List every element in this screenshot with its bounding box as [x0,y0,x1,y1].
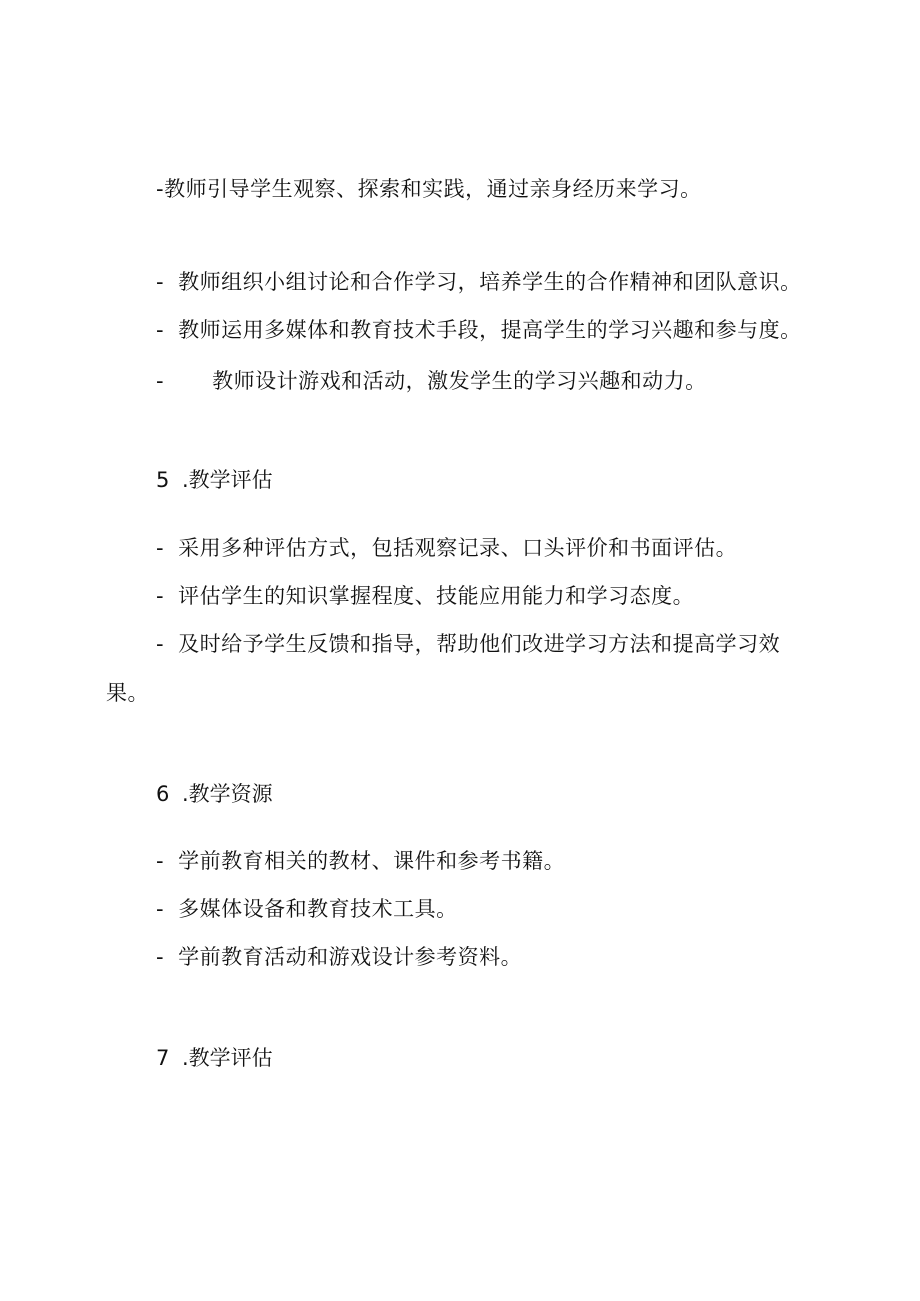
list-item-text: 果。 [106,681,149,705]
list-item-text: 及时给予学生反馈和指导，帮助他们改进学习方法和提高学习效 [178,632,781,656]
list-item-text: 评估学生的知识掌握程度、技能应用能力和学习态度。 [178,584,695,608]
list-item [156,366,707,396]
list-item [156,942,522,972]
list-item-text: 学前教育相关的教材、课件和参考书籍。 [178,849,566,873]
list-item-continuation [106,678,149,708]
list-item-text: 教师引导学生观察、探索和实践，通过亲身经历来学习。 [164,177,702,201]
list-item [156,581,694,611]
list-dash: - [156,270,165,294]
list-dash: - [156,945,165,969]
section-title: .教学资源 [182,782,273,806]
list-item-text: 教师设计游戏和活动，激发学生的学习兴趣和动力。 [212,369,707,393]
list-dash: - [156,177,165,201]
list-item-text: 教师运用多媒体和教育技术手段，提高学生的学习兴趣和参与度。 [178,318,802,342]
list-item-text: 学前教育活动和游戏设计参考资料。 [178,945,523,969]
list-item [156,315,802,345]
section-number: 5 [156,468,170,492]
list-dash: - [156,584,165,608]
section-title: .教学评估 [182,468,273,492]
list-dash: - [156,849,165,873]
list-item-text: 采用多种评估方式，包括观察记录、口头评价和书面评估。 [178,536,738,560]
list-item [156,846,565,876]
list-item [156,533,737,563]
list-dash: - [156,318,165,342]
list-dash: - [156,897,165,921]
section-heading [156,465,273,495]
section-number: 6 [156,782,170,806]
section-heading [156,779,273,809]
list-dash: - [156,369,165,393]
list-dash: - [156,632,165,656]
list-item-text: 多媒体设备和教育技术工具。 [178,897,458,921]
list-dash: - [156,536,165,560]
section-heading [156,1043,273,1073]
list-item-text: 教师组织小组讨论和合作学习，培养学生的合作精神和团队意识。 [178,270,802,294]
section-title: .教学评估 [182,1046,273,1070]
list-item [156,267,802,297]
list-item [156,174,702,204]
list-item [156,629,780,659]
list-item [156,894,458,924]
section-number: 7 [156,1046,170,1070]
